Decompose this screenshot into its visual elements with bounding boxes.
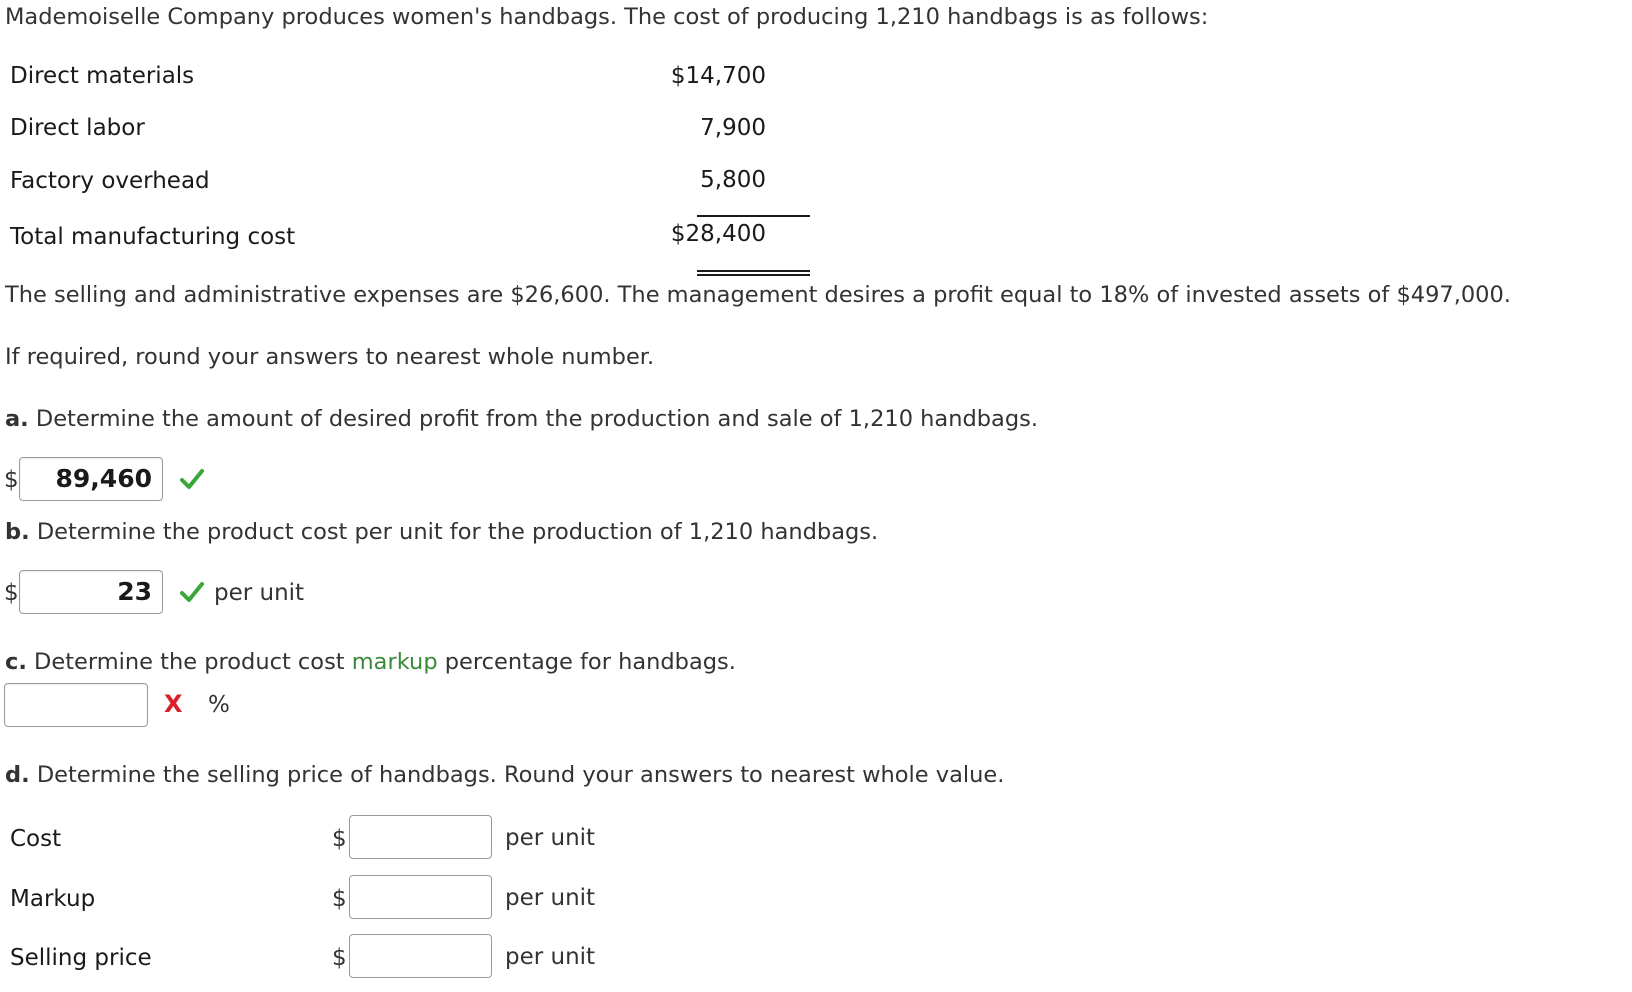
cost-label-factory-overhead: Factory overhead (10, 168, 210, 194)
question-c-prompt (5, 649, 736, 675)
cost-value-factory-overhead: 5,800 (700, 167, 766, 193)
row-unit-selling-price: per unit (505, 944, 596, 970)
row-currency-markup: $ (332, 886, 347, 912)
row-unit-markup: per unit (505, 885, 596, 911)
question-d-prompt (5, 762, 1004, 788)
row-label-selling-price: Selling price (10, 945, 152, 971)
question-c-letter: c. (5, 649, 27, 675)
selling-price-per-unit-input[interactable] (349, 934, 492, 978)
markup-per-unit-input[interactable] (349, 875, 492, 919)
question-a-text: Determine the amount of desired profit from the production and sale of 1,210 handbags. (35, 406, 1038, 432)
question-c-answer-input[interactable] (4, 683, 148, 727)
question-c-unit: % (208, 692, 230, 718)
question-a-letter: a. (5, 406, 29, 432)
total-double-rule-top (697, 270, 810, 272)
rounding-note: If required, round your answers to nearest whole number. (5, 344, 655, 370)
question-c-text-before: Determine the product cost (34, 649, 352, 675)
question-a-prompt (5, 406, 1038, 432)
cost-label-direct-materials: Direct materials (10, 63, 195, 89)
row-unit-cost: per unit (505, 825, 596, 851)
expenses-text: The selling and administrative expenses are $26,600. The management desires a profit equal to 18% of invested assets of $497,000. (5, 282, 1511, 308)
question-c-text-after: percentage for handbags. (437, 649, 736, 675)
question-b-answer-input[interactable]: 23 (19, 570, 163, 614)
row-currency-cost: $ (332, 826, 347, 852)
question-d-letter: d. (5, 762, 30, 788)
correct-check-icon (180, 581, 204, 603)
question-a-answer-input[interactable]: 89,460 (19, 457, 163, 501)
problem-intro: Mademoiselle Company produces women's handbags. The cost of producing 1,210 handbags is as follows: (5, 4, 1209, 30)
question-b-currency: $ (4, 580, 19, 606)
row-label-cost: Cost (10, 826, 62, 852)
cost-per-unit-input[interactable] (349, 815, 492, 859)
cost-value-direct-labor: 7,900 (700, 115, 766, 141)
cost-label-total: Total manufacturing cost (10, 224, 296, 250)
subtotal-rule (697, 215, 810, 217)
question-d-text: Determine the selling price of handbags. Round your answers to nearest whole value. (36, 762, 1005, 788)
question-b-text: Determine the product cost per unit for the production of 1,210 handbags. (36, 519, 879, 545)
correct-check-icon (180, 468, 204, 490)
question-a-currency: $ (4, 467, 19, 493)
row-label-markup: Markup (10, 886, 96, 912)
question-b-unit: per unit (214, 580, 305, 606)
question-b-letter: b. (5, 519, 30, 545)
cost-value-direct-materials: $14,700 (670, 63, 766, 89)
markup-glossary-link[interactable]: markup (351, 649, 438, 675)
cost-value-total: $28,400 (670, 221, 766, 247)
row-currency-selling-price: $ (332, 945, 347, 971)
total-double-rule-bottom (697, 274, 810, 276)
incorrect-x-icon: X (164, 690, 183, 718)
cost-label-direct-labor: Direct labor (10, 115, 145, 141)
question-b-prompt (5, 519, 878, 545)
